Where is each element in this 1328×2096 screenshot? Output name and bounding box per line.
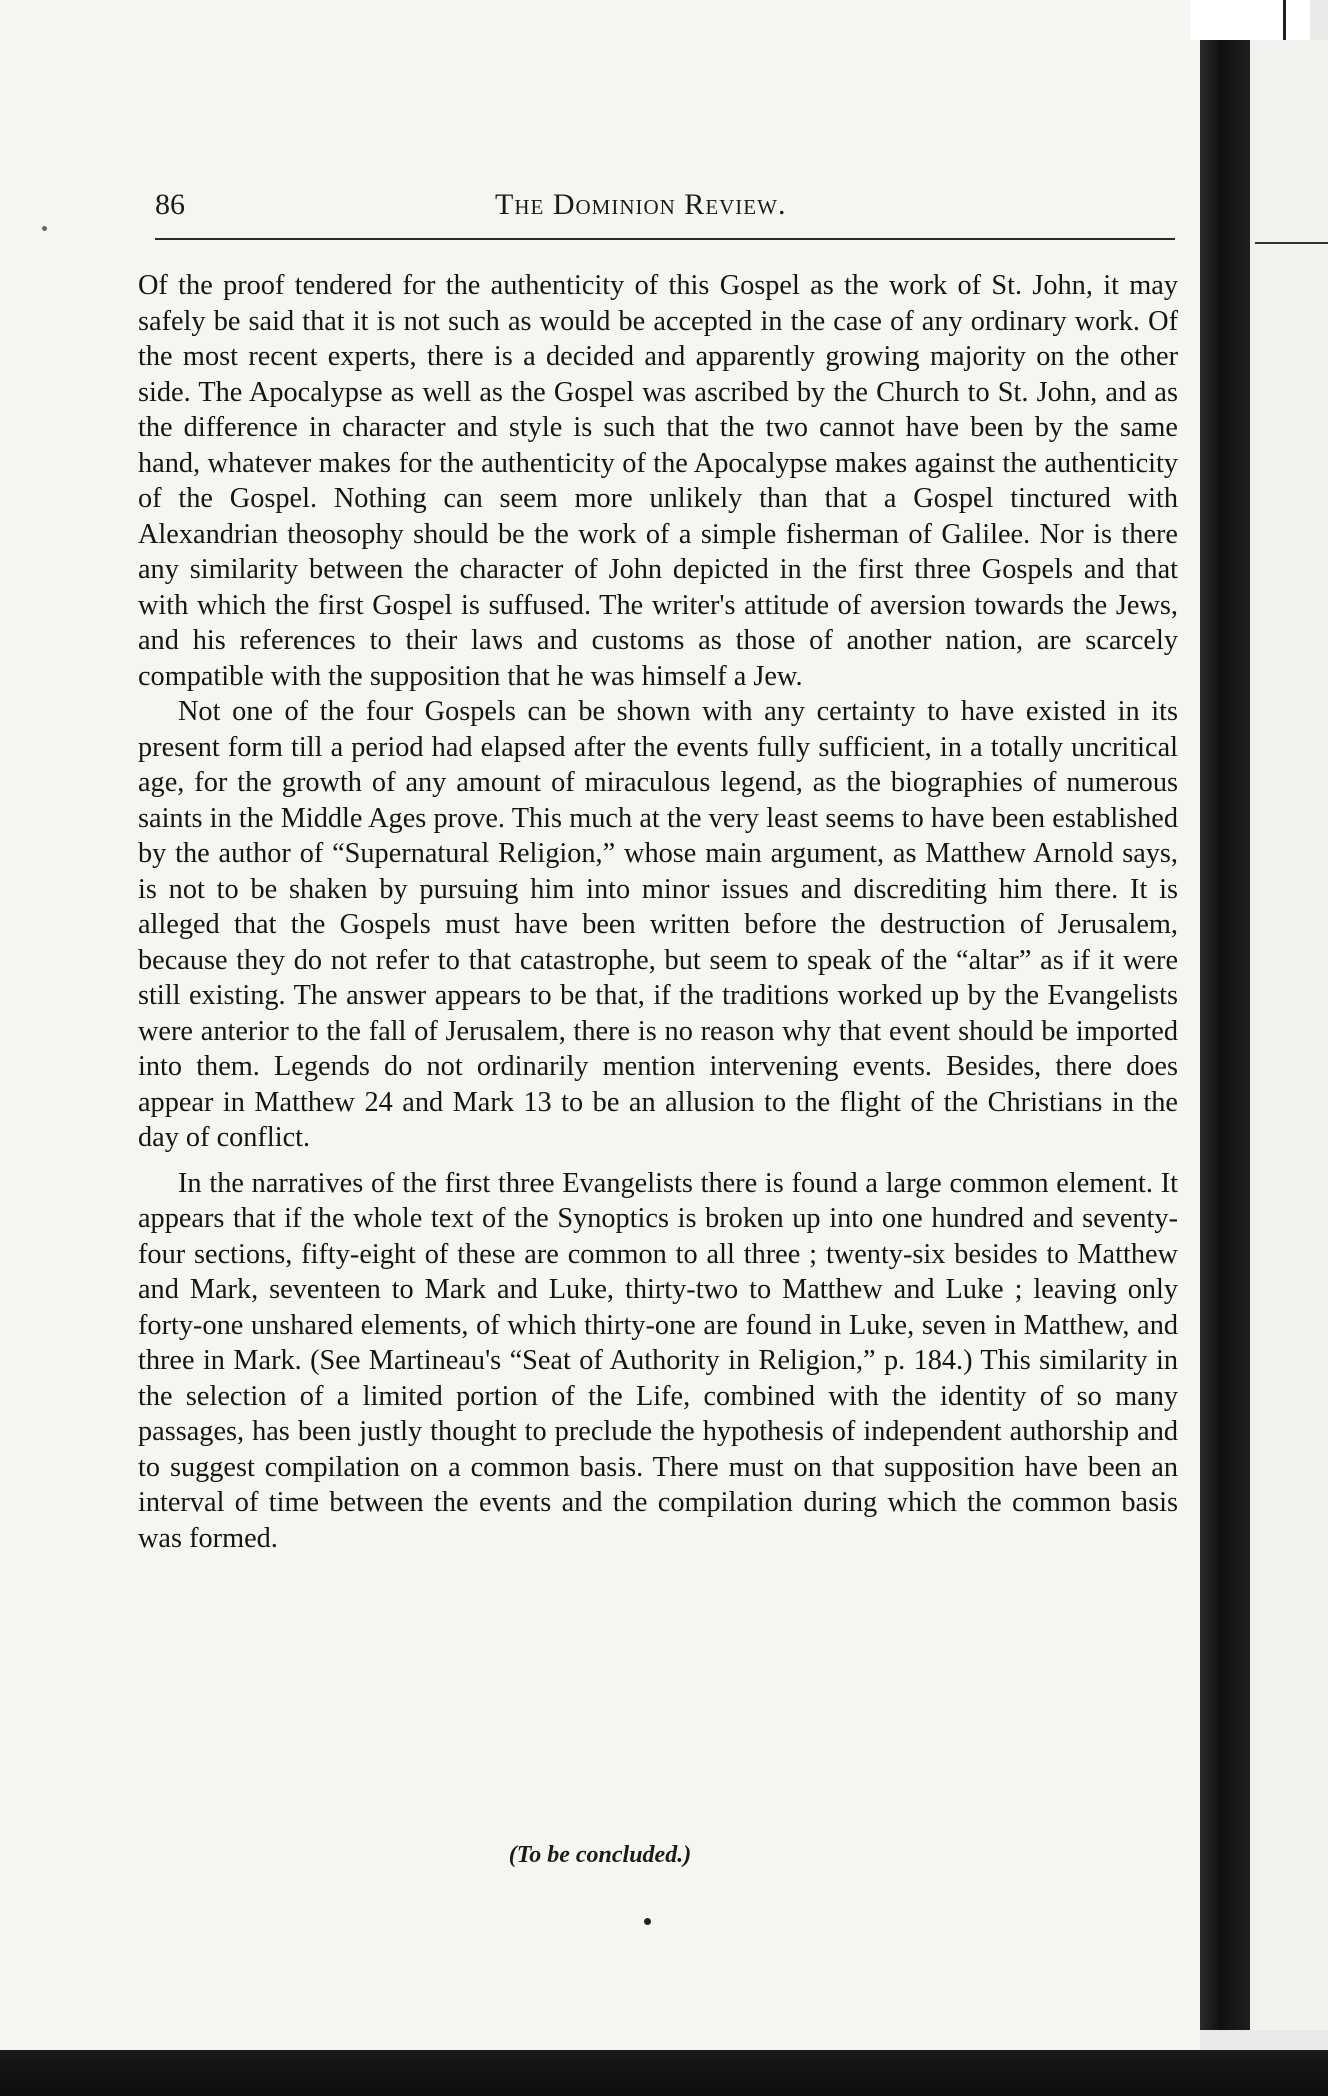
paragraph-1: Of the proof tendered for the authenticity of this Gospel as the work of St. John, it may safely be said that it is not such as would be accepted in the case of any ordinary work. Of the most recent experts, there is a decided and apparently growing majority on the other side. The Apocalypse as well as the Gospel was ascribed by the Church to St. John, and as the difference in character and style is such that the two cannot have been by the same hand, whatever makes for the authenticity of the Apocalypse makes against the authenticity of the Gospel. Nothing can seem more unlikely than that a Gospel tinctured with Alexandrian theosophy should be the work of a simple fisherman of Galilee. Nor is there any similarity between the character of John depicted in the first three Gospels and that with which the first Gospel is suffused. The writer's attitude of aversion towards the Jews, and his references to their laws and customs as those of another nation, are scarcely compatible with the supposition that he was himself a Jew.: [138, 270, 1178, 692]
scan-speck: [42, 226, 47, 231]
adjacent-page-edge: [1250, 40, 1328, 2030]
adjacent-page-rule: [1255, 242, 1328, 244]
paragraph-3: In the narratives of the first three Evangelists there is found a large common element. It appears that if the whole text of the Synoptics is broken up into one hundred and seventy-four sections, fifty-eight of these are common to all three ; twenty-six besides to Matthew and Mark, seventeen to Mark and Luke, thirty-two to Matthew and Luke ; leaving only forty-one unshared elements, of which thirty-one are found in Luke, seven in Matthew, and three in Mark. (See Martineau's “Seat of Authority in Religion,” p. 184.) This similarity in the selection of a limited portion of the Life, combined with the identity of so many passages, has been justly thought to preclude the hypothesis of independent authorship and to suggest compilation on a common basis. There must on that supposition have been an interval of time between the events and the compilation during which the common basis was formed.: [138, 1167, 1178, 1554]
scan-edge-line: [1283, 0, 1286, 40]
article-body: [138, 268, 1178, 1556]
scan-bottom-border: [0, 2050, 1328, 2096]
to-be-concluded-note: (To be concluded.): [508, 1842, 692, 1868]
header-rule: [155, 238, 1175, 240]
end-ornament: [644, 1918, 651, 1925]
page-number: 86: [155, 188, 185, 221]
book-binding-spine: [1200, 40, 1250, 2030]
scan-background-top: [1190, 0, 1310, 40]
running-head: [155, 184, 1175, 224]
paragraph-2: Not one of the four Gospels can be shown with any certainty to have existed in its present form till a period had elapsed after the events fully sufficient, in a totally uncritical age, for the growth of any amount of miraculous legend, as the biographies of numerous saints in the Middle Ages prove. This much at the very least seems to have been established by the author of “Supernatural Religion,” whose main argument, as Matthew Arnold says, is not to be shaken by pursuing him into minor issues and discrediting him there. It is alleged that the Gospels must have been written before the destruction of Jerusalem, because they do not refer to that catastrophe, but seem to speak of the “altar” as if it were still existing. The answer appears to be that, if the traditions worked up by the Evangelists were anterior to the fall of Jerusalem, there is no reason why that event should be imported into them. Legends do not ordinarily mention intervening events. Besides, there does appear in Matthew 24 and Mark 13 to be an allusion to the flight of the Christians in the day of conflict.: [138, 696, 1178, 1153]
journal-title: The Dominion Review.: [495, 188, 787, 221]
